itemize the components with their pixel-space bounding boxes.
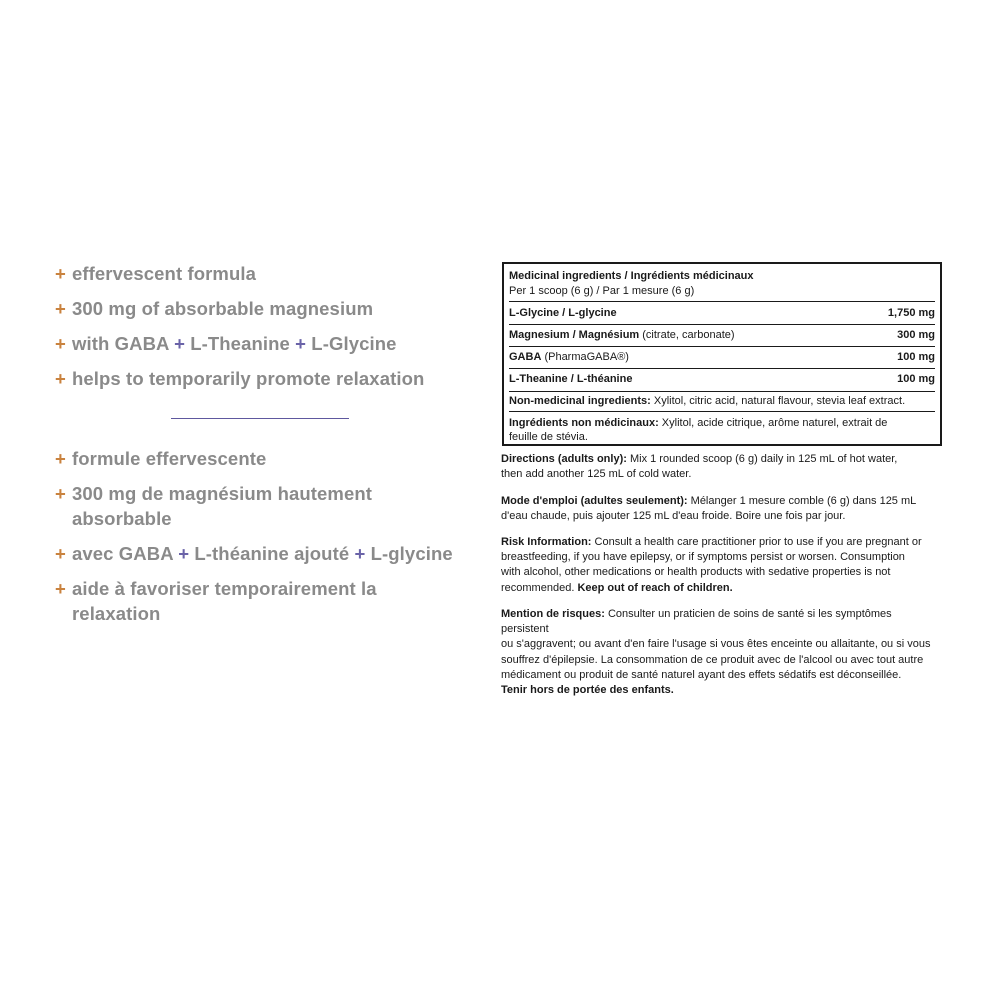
non-medicinal-en: Non-medicinal ingredients: Xylitol, citric acid, natural flavour, stevia leaf extract.	[509, 395, 906, 407]
table-header: Medicinal ingredients / Ingrédients médicinaux	[509, 270, 754, 282]
ingredient-row: Magnesium / Magnésium (citrate, carbonate) 300 mg	[509, 329, 935, 341]
directions-fr: Mode d'emploi (adultes seulement): Mélanger 1 mesure comble (6 g) dans 125 mL d'eau chaude, puis ajouter 125 mL d'eau froide. Boire une fois par jour.	[501, 495, 917, 523]
table-rule	[509, 346, 935, 347]
plus-icon: +	[55, 578, 66, 599]
ingredient-row: L-Theanine / L-théanine 100 mg	[509, 373, 935, 385]
plus-icon: +	[55, 263, 66, 284]
benefit-item: + aide à favoriser temporairement la relaxation	[55, 578, 377, 624]
plus-icon: +	[55, 368, 66, 389]
benefit-item: + helps to temporarily promote relaxation	[55, 368, 425, 389]
risk-information-fr: Mention de risques: Consulter un praticien de soins de santé si les symptômes persistent ou s'aggravent; ou avant d'en faire l'usage si vous êtes enceinte ou allaitante, ou si vous souffrez d'épilepsie. La consommation de ce produit avec de l'alcool ou avec tout autre médicament ou produit de santé naturel ayant des effets sédatifs est déconseillée. Tenir hors de portée des enfants.	[501, 608, 931, 697]
benefit-item: + with GABA + L-Theanine + L-Glycine	[55, 333, 397, 354]
risk-information-en: Risk Information: Consult a health care practitioner prior to use if you are pregnant or breastfeeding, if you have epilepsy, or if symptoms persist or worsen. Consumption with alcohol, other medications or health products with sedative properties is not recommended. Keep out of reach of children.	[501, 536, 922, 594]
table-rule	[509, 391, 935, 392]
benefit-item: + avec GABA + L-théanine ajouté + L-glycine	[55, 543, 453, 564]
plus-icon: +	[174, 333, 185, 354]
plus-icon: +	[55, 333, 66, 354]
benefit-item: + 300 mg de magnésium hautement absorbable	[55, 483, 373, 529]
directions-en: Directions (adults only): Mix 1 rounded scoop (6 g) daily in 125 mL of hot water, then add another 125 mL of cold water.	[501, 453, 898, 481]
plus-icon: +	[354, 543, 366, 564]
serving-size: Per 1 scoop (6 g) / Par 1 mesure (6 g)	[509, 285, 695, 297]
ingredient-row: GABA (PharmaGABA®) 100 mg	[509, 351, 935, 363]
plus-icon: +	[55, 298, 66, 319]
table-rule	[509, 324, 935, 325]
ingredient-row: L-Glycine / L-glycine 1,750 mg	[509, 307, 935, 319]
plus-icon: +	[178, 543, 190, 564]
table-rule	[509, 368, 935, 369]
benefit-item: + 300 mg of absorbable magnesium	[55, 298, 374, 319]
benefit-item: + effervescent formula	[55, 263, 256, 284]
medicinal-ingredients-table	[502, 262, 942, 446]
table-rule	[509, 301, 935, 302]
plus-icon: +	[295, 333, 307, 354]
plus-icon: +	[55, 543, 66, 564]
table-rule	[509, 411, 935, 412]
french-benefits-list	[55, 446, 485, 636]
english-benefits-list	[55, 261, 424, 401]
plus-icon: +	[55, 448, 66, 469]
benefit-item: + formule effervescente	[55, 448, 267, 469]
non-medicinal-fr: Ingrédients non médicinaux: Xylitol, acide citrique, arôme naturel, extrait de feuille de stévia.	[509, 417, 888, 443]
section-divider	[171, 418, 349, 419]
plus-icon: +	[55, 483, 66, 504]
